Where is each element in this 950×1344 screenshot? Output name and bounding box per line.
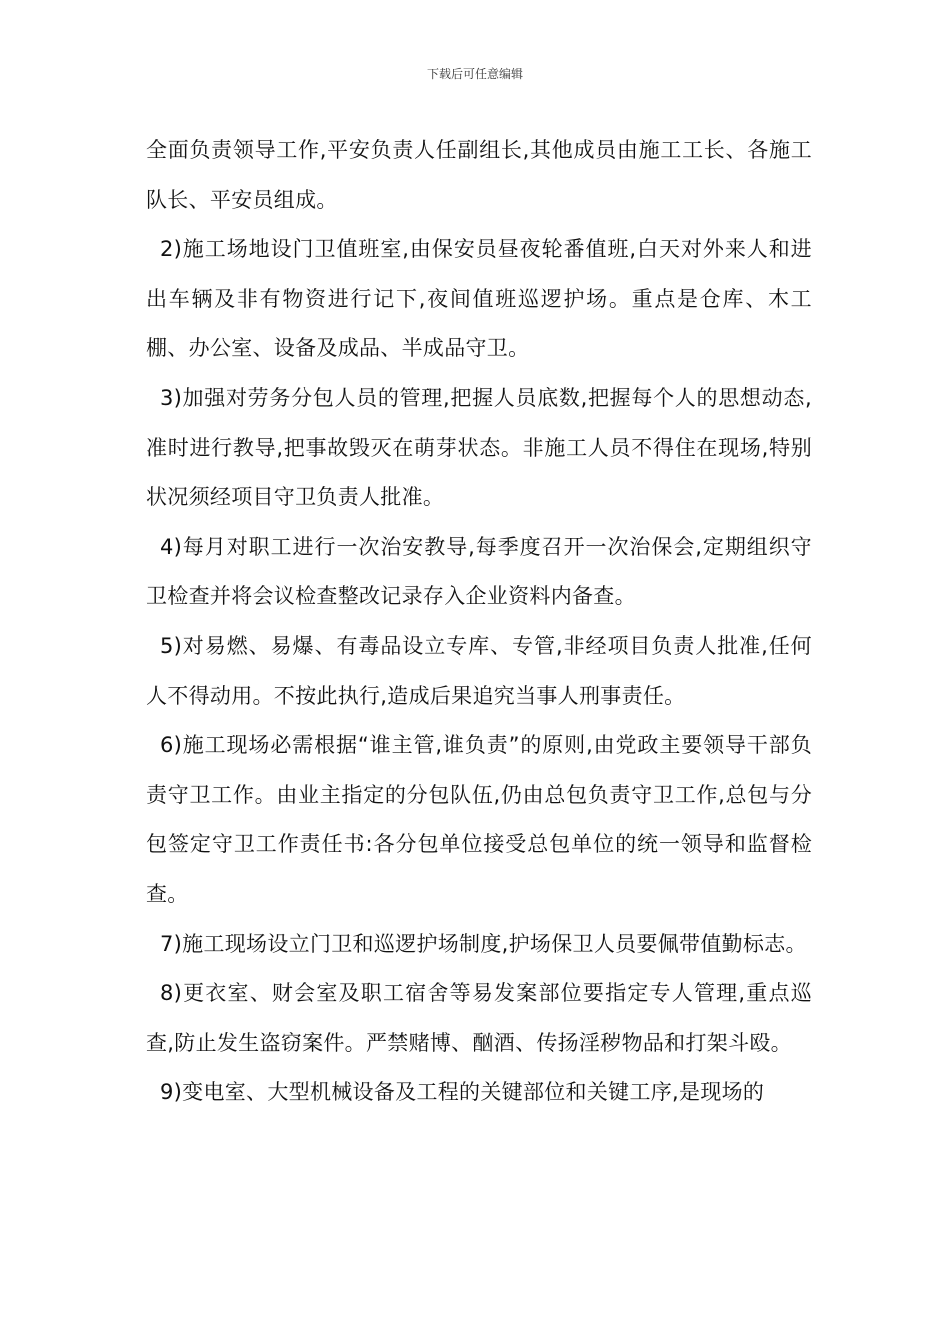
paragraph-item-9: 9)变电室、大型机械设备及工程的关键部位和关键工序,是现场的 (160, 1080, 765, 1105)
document-body (146, 126, 812, 1118)
page-header: 下载后可任意编辑 (426, 67, 523, 81)
paragraph-item-5: 5)对易燃、易爆、有毒品设立专库、专管,非经项目负责人批准,任何人不得动用。不按此执行,造成后果追究当事人刑事责任。 (146, 633, 812, 708)
paragraph-item-3: 3)加强对劳务分包人员的管理,把握人员底数,把握每个人的思想动态,准时进行教导,把事故毁灭在萌芽状态。非施工人员不得住在现场,特别状况须经项目守卫负责人批准。 (146, 385, 812, 510)
paragraph-item-7: 7)施工现场设立门卫和巡逻护场制度,护场保卫人员要佩带值勤标志。 (160, 931, 807, 956)
paragraph-intro: 全面负责领导工作,平安负责人任副组长,其他成员由施工工长、各施工队长、平安员组成。 (146, 138, 812, 212)
paragraph-item-4: 4)每月对职工进行一次治安教导,每季度召开一次治保会,定期组织守卫检查并将会议检查整改记录存入企业资料内备查。 (146, 534, 812, 609)
paragraph-item-8: 8)更衣室、财会室及职工宿舍等易发案部位要指定专人管理,重点巡查,防止发生盗窃案件。严禁赌博、酗酒、传扬淫秽物品和打架斗殴。 (146, 981, 812, 1055)
paragraph-item-2: 2)施工场地设门卫值班室,由保安员昼夜轮番值班,白天对外来人和进出车辆及非有物资进行记下,夜间值班巡逻护场。重点是仓库、木工棚、办公室、设备及成品、半成品守卫。 (146, 237, 812, 361)
paragraph-item-6: 6)施工现场必需根据“谁主管,谁负责”的原则,由党政主要领导干部负责守卫工作。由业主指定的分包队伍,仍由总包负责守卫工作,总包与分包签定守卫工作责任书:各分包单位接受总包单位的统一领导和监督检查。 (146, 733, 812, 906)
